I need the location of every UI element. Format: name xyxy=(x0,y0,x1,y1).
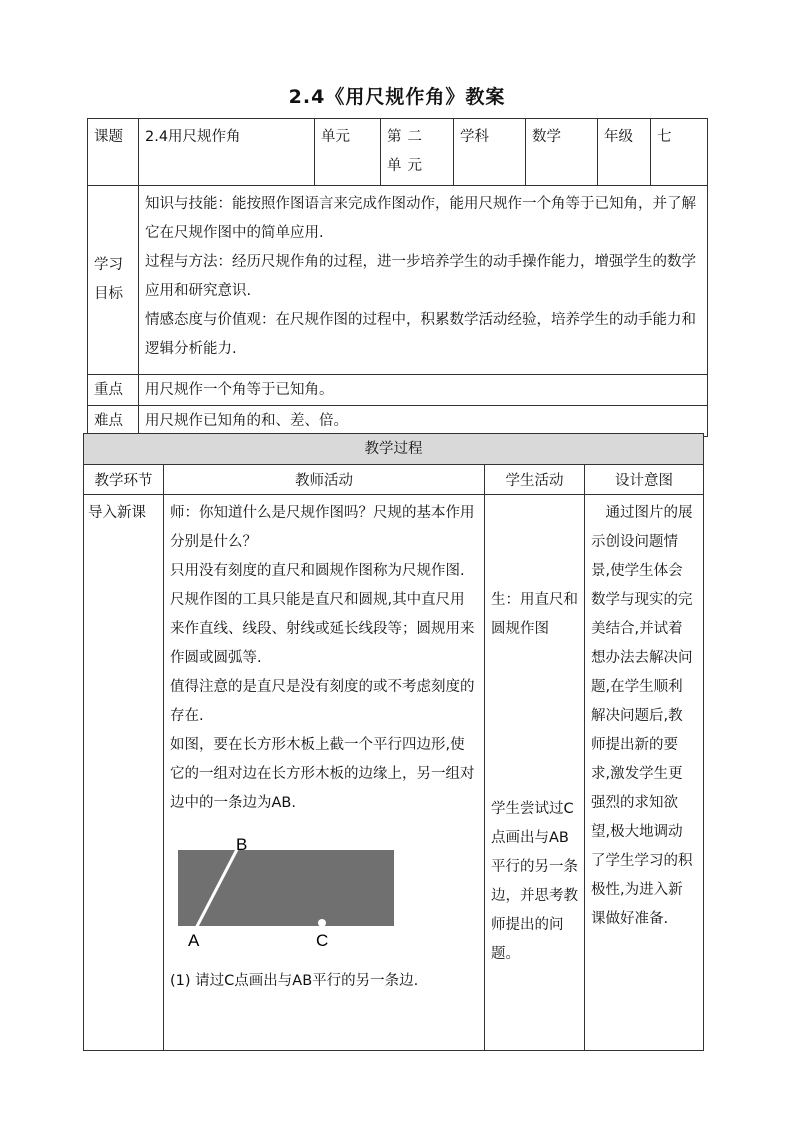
unit-label: 单元 xyxy=(315,119,381,186)
column-student: 学生活动 xyxy=(485,465,585,495)
stage-cell: 导入新课 xyxy=(84,495,164,1051)
student-spacer-2 xyxy=(491,644,578,795)
grade-label: 年级 xyxy=(598,119,651,186)
teacher-para-5: 如图，要在长方形木板上截一个平行四边形,使它的一组对边在长方形木板的边缘上，另一组对边中的一条边为AB. xyxy=(170,737,475,811)
key-point-label: 重点 xyxy=(88,375,139,406)
goals-label-text: 学习目标 xyxy=(94,257,123,302)
column-intent: 设计意图 xyxy=(585,465,704,495)
teaching-process-table xyxy=(83,433,704,1051)
student-answer-2: 学生尝试过C点画出与AB平行的另一条边，并思考教师提出的问题。 xyxy=(491,801,578,962)
design-intent: 通过图片的展示创设问题情景,使学生体会数学与现实的完美结合,并试着想办法去解决问题,在学生顺利解决问题后,教师提出新的要求,激发学生更强烈的求知欲望,极大地调动了学生学习的积极性,为进入新课做好准备. xyxy=(585,495,704,1051)
teacher-para-1: 师：你知道什么是尺规作图吗？尺规的基本作用分别是什么？ xyxy=(170,505,475,550)
difficulty-value: 用尺规作已知角的和、差、倍。 xyxy=(139,406,708,437)
question-1: (1) 请过C点画出与AB平行的另一条边. xyxy=(170,973,419,989)
wooden-board-diagram xyxy=(174,832,414,950)
grade-value: 七 xyxy=(651,119,708,186)
subject-label: 学科 xyxy=(454,119,526,186)
label-a: A xyxy=(188,931,200,950)
teacher-para-2: 只用没有刻度的直尺和圆规作图称为尺规作图. xyxy=(170,563,465,579)
goals-content xyxy=(139,186,708,375)
page-title: 2.4《用尺规作角》教案 xyxy=(288,86,506,108)
teacher-para-3: 尺规作图的工具只能是直尺和圆规,其中直尺用来作直线、线段、射线或延长线段等；圆规用来作圆或圆弧等. xyxy=(170,592,475,666)
teacher-activity xyxy=(164,495,485,1051)
board-figure xyxy=(174,832,478,961)
difficulty-label: 难点 xyxy=(88,406,139,437)
process-header: 教学过程 xyxy=(84,434,704,465)
label-c: C xyxy=(316,931,329,950)
goal-attitude: 情感态度与价值观：在尺规作图的过程中，积累数学活动经验，培养学生的动手能力和逻辑分析能力. xyxy=(145,312,696,357)
wooden-board xyxy=(178,850,394,926)
student-answer-1: 生：用直尺和圆规作图 xyxy=(491,592,578,637)
column-stage: 教学环节 xyxy=(84,465,164,495)
key-point-value: 用尺规作一个角等于已知角。 xyxy=(139,375,708,406)
point-c xyxy=(318,919,326,927)
goal-knowledge: 知识与技能：能按照作图语言来完成作图动作，能用尺规作一个角等于已知角，并了解它在尺规作图中的简单应用. xyxy=(145,196,696,241)
course-info-table xyxy=(87,118,708,437)
subject-value: 数学 xyxy=(526,119,598,186)
teacher-para-4: 值得注意的是直尺是没有刻度的或不考虑刻度的存在. xyxy=(170,679,475,724)
goals-label xyxy=(88,186,139,375)
label-b: B xyxy=(236,835,248,854)
goal-process: 过程与方法：经历尺规作角的过程，进一步培养学生的动手操作能力，增强学生的数学应用和研究意识. xyxy=(145,254,696,299)
column-teacher: 教师活动 xyxy=(164,465,485,495)
student-activity xyxy=(485,495,585,1051)
course-label: 课题 xyxy=(88,119,139,186)
course-value: 2.4用尺规作角 xyxy=(139,119,315,186)
unit-value: 第二单元 xyxy=(381,119,454,186)
student-spacer-1 xyxy=(491,499,578,586)
